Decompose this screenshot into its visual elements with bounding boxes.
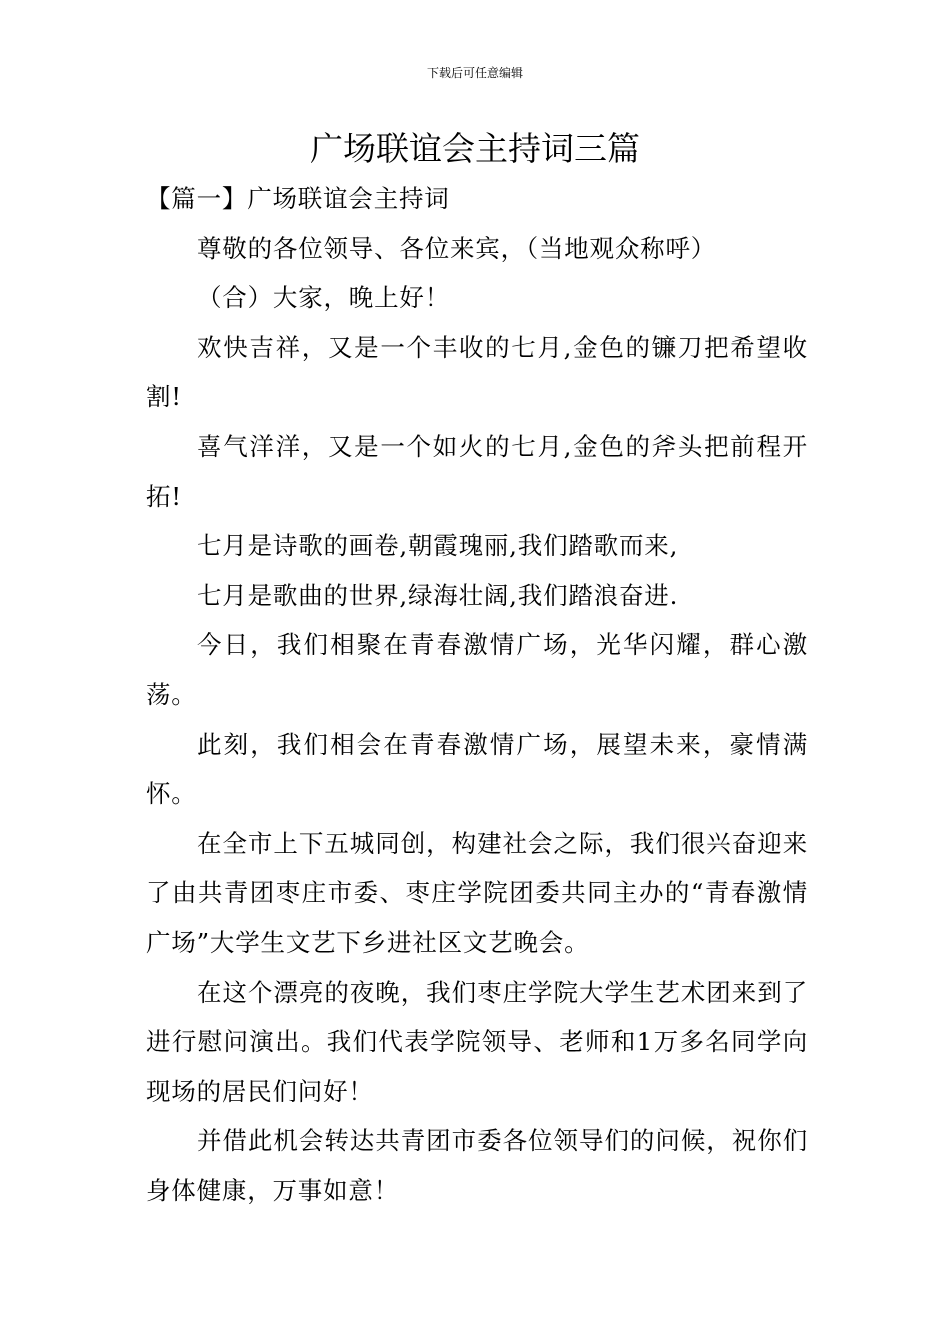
paragraph-harvest: 欢快吉祥，又是一个丰收的七月,金色的镰刀把希望收割! xyxy=(146,332,808,412)
paragraph-event-intro: 在全市上下五城同创，构建社会之际，我们很兴奋迎来了由共青团枣庄市委、枣庄学院团委共同主办的“青春激情广场”大学生文艺下乡进社区文艺晚会。 xyxy=(146,828,808,957)
paragraph-gathering: 今日，我们相聚在青春激情广场，光华闪耀，群心激荡。 xyxy=(146,630,808,709)
paragraph-festive: 喜气洋洋，又是一个如火的七月,金色的斧头把前程开拓! xyxy=(146,431,808,511)
paragraph-poetry: 七月是诗歌的画卷,朝霞瑰丽,我们踏歌而来, xyxy=(197,531,679,561)
paragraph-performance: 在这个漂亮的夜晚，我们枣庄学院大学生艺术团来到了进行慰问演出。我们代表学院领导、老师和1万多名同学向现场的居民们问好！ xyxy=(146,977,808,1106)
paragraph-meeting: 此刻，我们相会在青春激情广场，展望未来，豪情满怀。 xyxy=(146,729,808,809)
paragraph-good-evening: （合）大家，晚上好！ xyxy=(197,283,450,313)
section-heading: 【篇一】广场联谊会主持词 xyxy=(146,184,450,213)
paragraph-song: 七月是歌曲的世界,绿海壮阔,我们踏浪奋进. xyxy=(197,580,679,610)
document-title: 广场联谊会主持词三篇 xyxy=(310,129,640,168)
paragraph-greeting: 尊敬的各位领导、各位来宾，（当地观众称呼） xyxy=(197,233,717,263)
document-body xyxy=(146,174,808,1215)
paragraph-wishes: 并借此机会转达共青团市委各位领导们的问候，祝你们身体健康，万事如意！ xyxy=(146,1126,808,1205)
page-header-note: 下载后可任意编辑 xyxy=(426,66,523,80)
